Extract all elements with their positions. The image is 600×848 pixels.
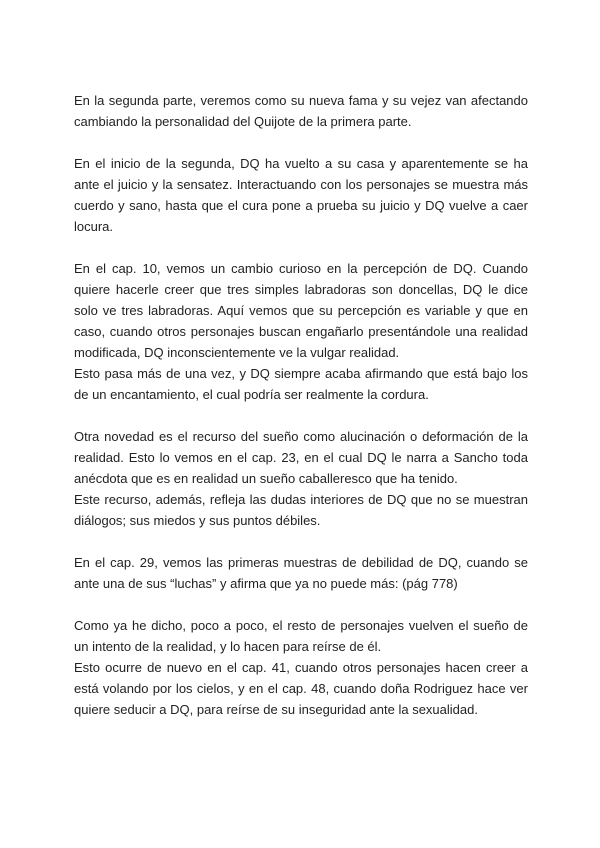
paragraph-2: [74, 153, 528, 237]
document-body: [74, 90, 528, 720]
text-line: diálogos; sus miedos y sus puntos débiles.: [74, 513, 321, 528]
text-line: En el cap. 10, vemos un cambio curioso en la percepción de DQ. Cuando: [74, 261, 528, 276]
text-line: ante el juicio y la sensatez. Interactuando con los personajes se muestra más: [74, 177, 528, 192]
paragraph-4: [74, 426, 528, 531]
paragraph-1: [74, 90, 528, 132]
text-line: En el inicio de la segunda, DQ ha vuelto a su casa y aparentemente se ha: [74, 156, 528, 171]
paragraph-gap: [74, 405, 528, 426]
text-line: solo ve tres labradoras. Aquí vemos que su percepción es variable y que en: [74, 303, 528, 318]
text-line: En el cap. 29, vemos las primeras muestras de debilidad de DQ, cuando se: [74, 555, 528, 570]
paragraph-gap: [74, 132, 528, 153]
text-line: anécdota que es en realidad un sueño caballeresco que ha tenido.: [74, 471, 458, 486]
text-line: Este recurso, además, refleja las dudas interiores de DQ que no se muestran: [74, 492, 528, 507]
text-line: está volando por los cielos, y en el cap. 48, cuando doña Rodriguez hace ver: [74, 681, 528, 696]
paragraph-6: [74, 615, 528, 720]
paragraph-gap: [74, 237, 528, 258]
paragraph-3: [74, 258, 528, 405]
text-line: quiere hacerle creer que tres simples labradoras son doncellas, DQ le dice: [74, 282, 528, 297]
text-line: En la segunda parte, veremos como su nueva fama y su vejez van afectando: [74, 93, 528, 108]
text-line: Esto ocurre de nuevo en el cap. 41, cuando otros personajes hacen creer a: [74, 660, 528, 675]
text-line: Como ya he dicho, poco a poco, el resto de personajes vuelven el sueño de: [74, 618, 528, 633]
text-line: Esto pasa más de una vez, y DQ siempre acaba afirmando que está bajo los: [74, 366, 528, 381]
paragraph-5: [74, 552, 528, 594]
paragraph-gap: [74, 531, 528, 552]
text-line: quiere seducir a DQ, para reírse de su inseguridad ante la sexualidad.: [74, 702, 478, 717]
text-line: cuerdo y sano, hasta que el cura pone a prueba su juicio y DQ vuelve a caer: [74, 198, 528, 213]
text-line: cambiando la personalidad del Quijote de la primera parte.: [74, 114, 412, 129]
text-line: Otra novedad es el recurso del sueño como alucinación o deformación de la: [74, 429, 528, 444]
text-line: ante una de sus “luchas” y afirma que ya no puede más: (pág 778): [74, 576, 458, 591]
text-line: caso, cuando otros personajes buscan engañarlo presentándole una realidad: [74, 324, 528, 339]
text-line: locura.: [74, 219, 114, 234]
text-line: de un encantamiento, el cual podría ser realmente la cordura.: [74, 387, 429, 402]
text-line: realidad. Esto lo vemos en el cap. 23, en el cual DQ le narra a Sancho toda: [74, 450, 528, 465]
paragraph-gap: [74, 594, 528, 615]
text-line: modificada, DQ inconscientemente ve la vulgar realidad.: [74, 345, 400, 360]
text-line: un intento de la realidad, y lo hacen para reírse de él.: [74, 639, 382, 654]
